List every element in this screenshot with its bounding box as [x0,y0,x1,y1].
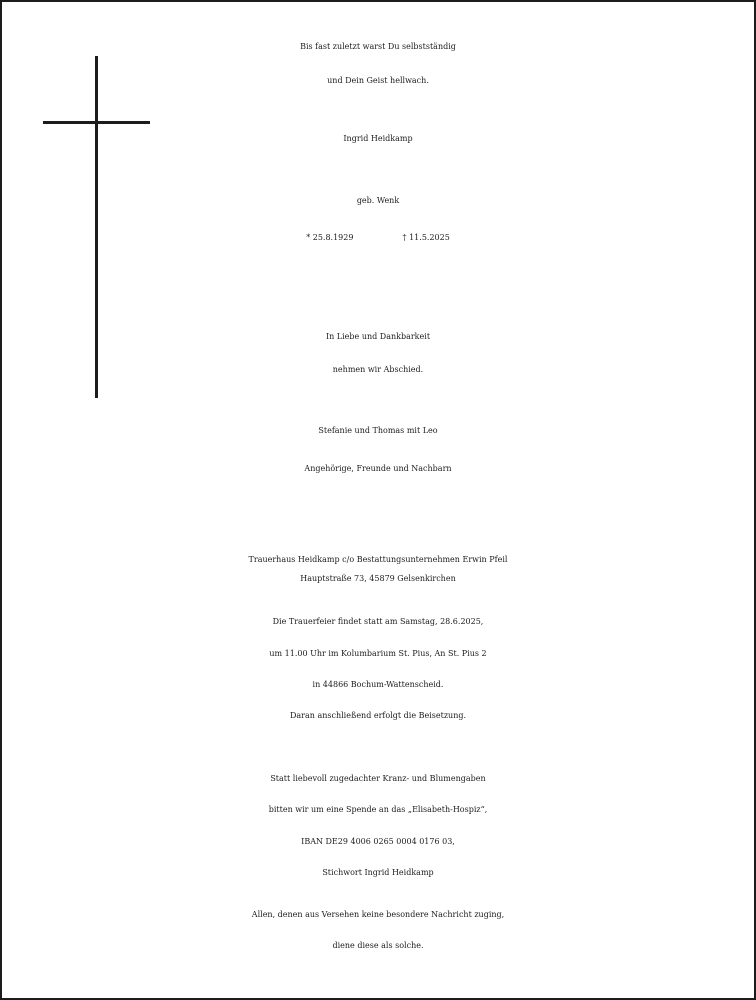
life-dates [2,233,754,242]
donation-line-4: Stichwort Ingrid Heidkamp [322,868,434,877]
mourners-line-2: Angehörige, Freunde und Nachbarn [304,464,452,473]
ceremony-line-2: um 11.00 Uhr im Kolumbarium St. Pius, An St. Pius 2 [269,649,487,658]
death-date: † 11.5.2025 [402,233,450,242]
donation-line-3: IBAN DE29 4006 0265 0004 0176 03, [301,837,455,846]
mourners-line-1: Stefanie und Thomas mit Leo [318,426,438,435]
birth-name: geb. Wenk [356,196,400,205]
cross-icon-horizontal-bar [43,121,150,124]
motto-line-1: Bis fast zuletzt warst Du selbstständig [300,42,456,51]
donation-line-1: Statt liebevoll zugedachter Kranz- und Blumengaben [270,774,486,783]
closing-line-2: diene diese als solche. [332,941,424,950]
deceased-name: Ingrid Heidkamp [343,134,413,143]
motto-line-2: und Dein Geist hellwach. [327,76,429,85]
cross-icon-vertical-bar [95,56,98,398]
farewell-line-2: nehmen wir Abschied. [332,365,424,374]
ceremony-line-3: in 44866 Bochum-Wattenscheid. [312,680,444,689]
address-line-2: Hauptstraße 73, 45879 Gelsenkirchen [300,574,456,583]
address-line-1: Trauerhaus Heidkamp c/o Bestattungsunternehmen Erwin Pfeil [248,555,508,564]
birth-date: * 25.8.1929 [306,233,354,242]
ceremony-line-4: Daran anschließend erfolgt die Beisetzung. [289,711,467,720]
farewell-line-1: In Liebe und Dankbarkeit [325,332,431,341]
closing-line-1: Allen, denen aus Versehen keine besondere Nachricht zuging, [251,910,505,919]
ceremony-line-1: Die Trauerfeier findet statt am Samstag, 28.6.2025, [272,617,484,626]
donation-line-2: bitten wir um eine Spende an das „Elisabeth-Hospiz“, [268,805,488,814]
